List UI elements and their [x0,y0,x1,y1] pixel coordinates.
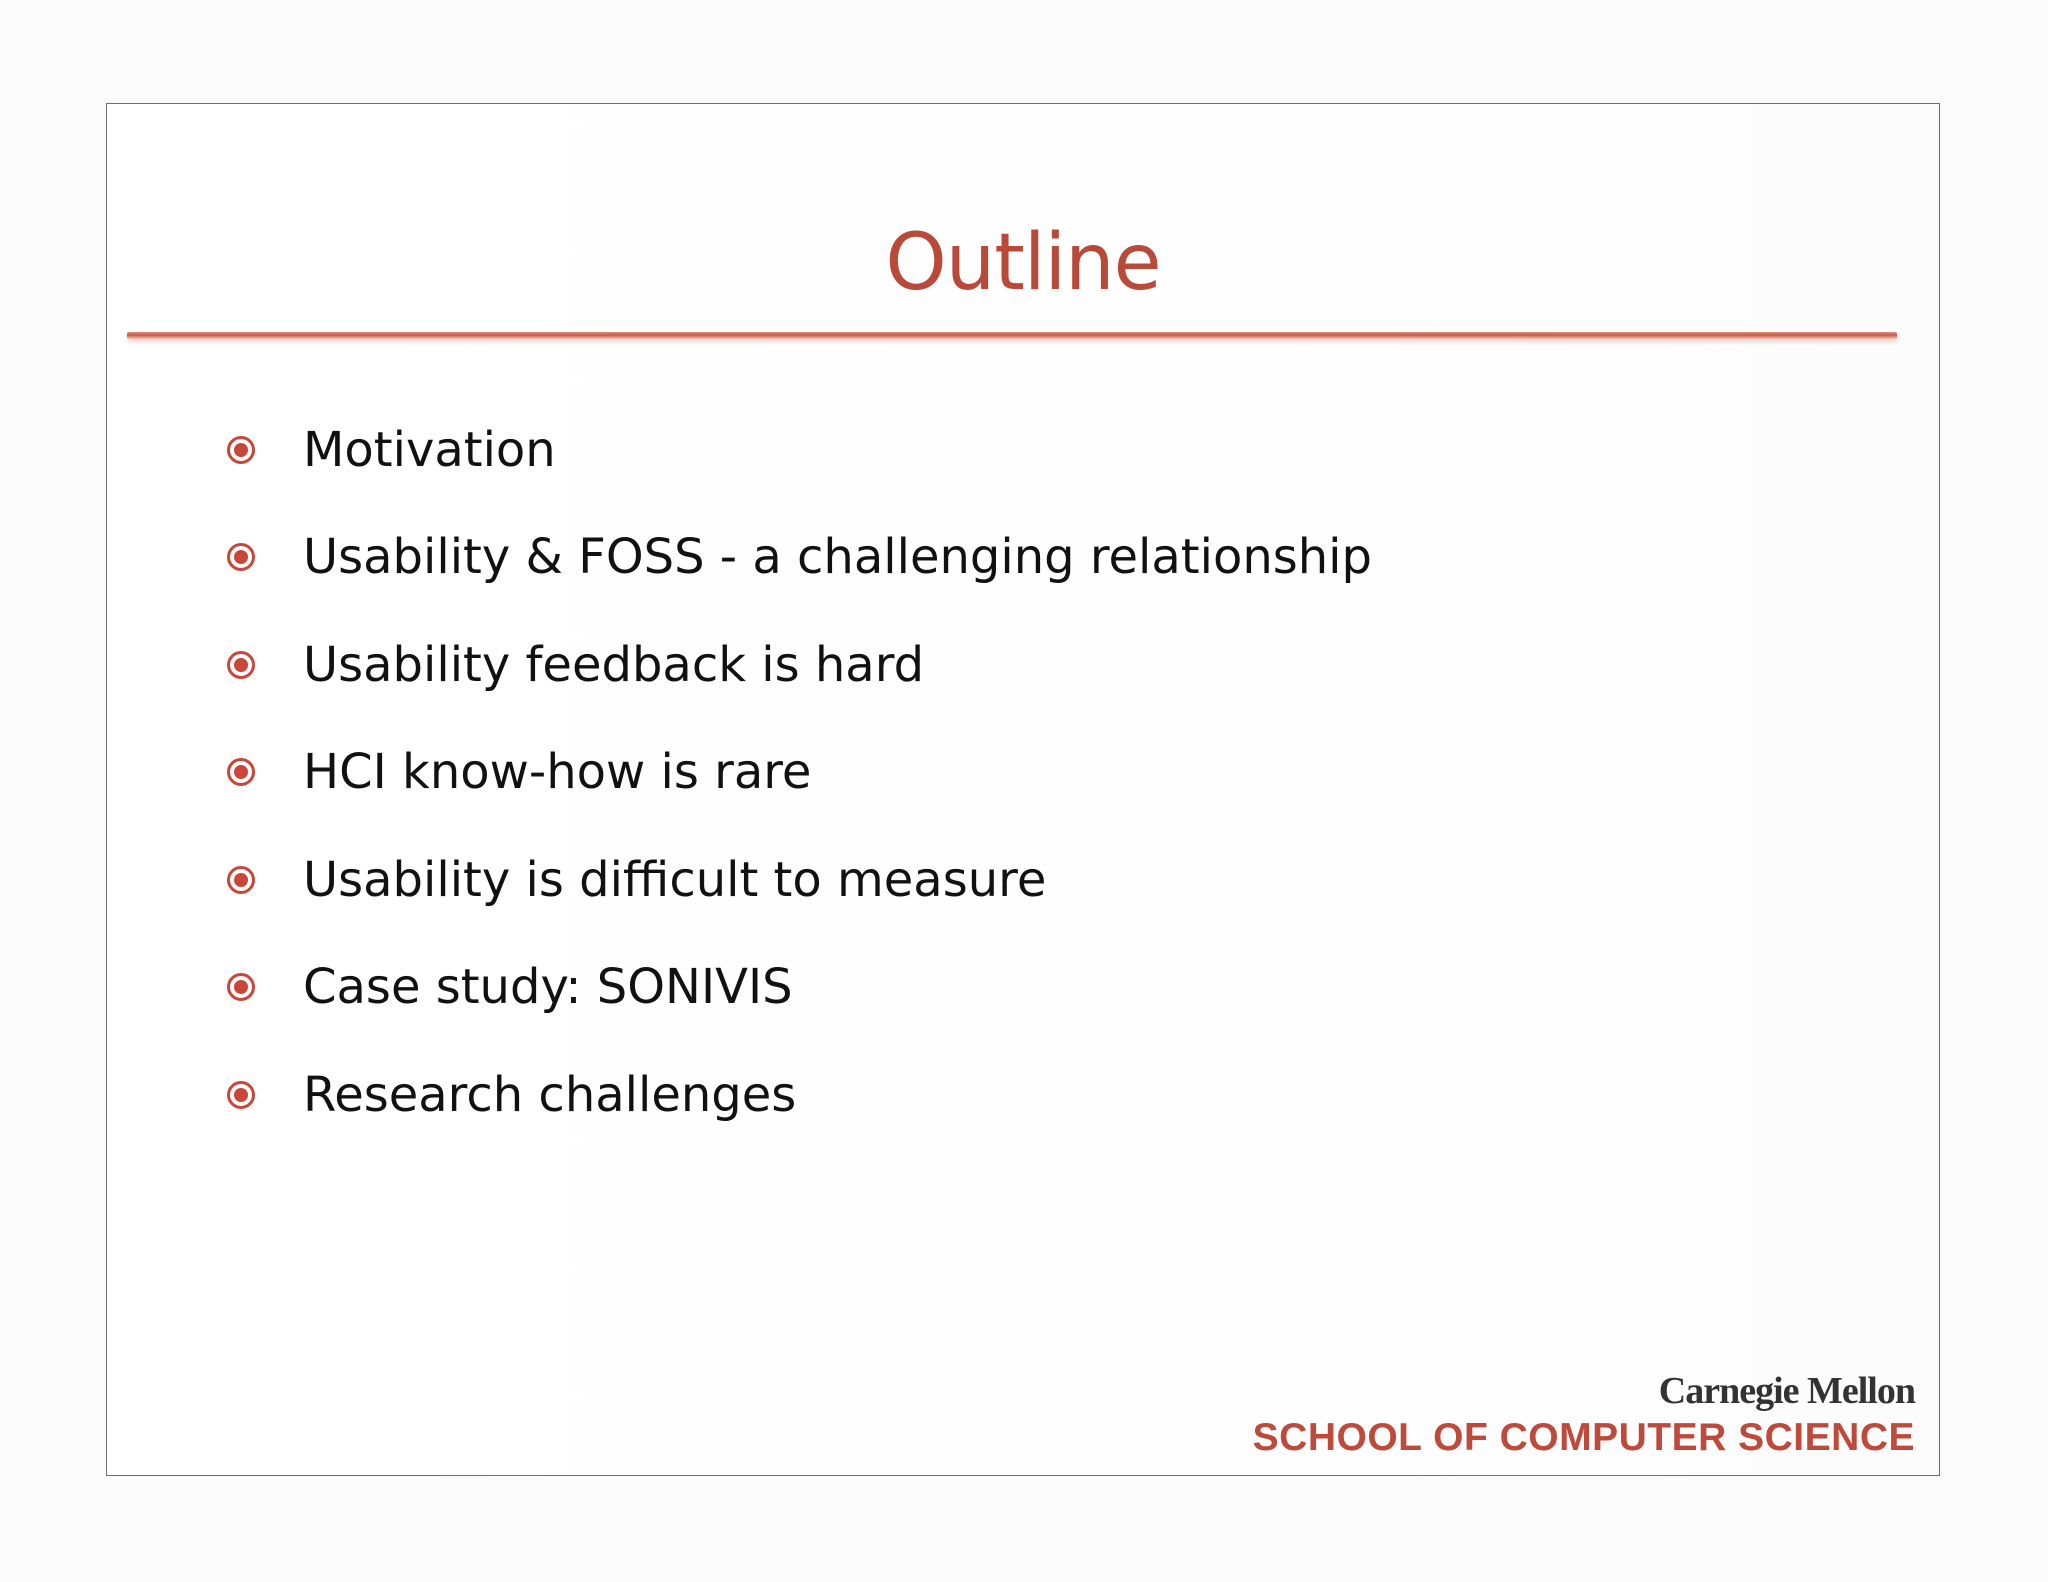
bullet-item [227,611,1372,719]
bullet-item [227,396,1372,504]
bullet-text: HCI know-how is rare [303,744,812,801]
bullet-text: Usability feedback is hard [303,636,925,693]
bullet-text: Research challenges [303,1066,797,1123]
slide-title: Outline [885,218,1161,308]
circled-dot-icon [227,543,255,571]
bullet-text: Case study: SONIVIS [303,959,793,1016]
circled-dot-icon [227,758,255,786]
slide [106,103,1940,1476]
bullet-item [227,504,1372,612]
school-of-computer-science-label: SCHOOL OF COMPUTER SCIENCE [1252,1416,1915,1459]
bullet-list [227,396,1372,1149]
circled-dot-icon [227,436,255,464]
bullet-text: Usability & FOSS - a challenging relationship [303,529,1372,586]
carnegie-mellon-wordmark: Carnegie Mellon [1658,1370,1915,1412]
title-divider [127,332,1897,339]
circled-dot-icon [227,1081,255,1109]
bullet-text: Motivation [303,421,556,478]
circled-dot-icon [227,973,255,1001]
bullet-text: Usability is difficult to measure [303,851,1047,908]
bullet-item [227,1041,1372,1149]
cmu-scs-logo [1253,1372,1915,1457]
bullet-item [227,826,1372,934]
circled-dot-icon [227,866,255,894]
bullet-item [227,719,1372,827]
circled-dot-icon [227,651,255,679]
bullet-item [227,934,1372,1042]
